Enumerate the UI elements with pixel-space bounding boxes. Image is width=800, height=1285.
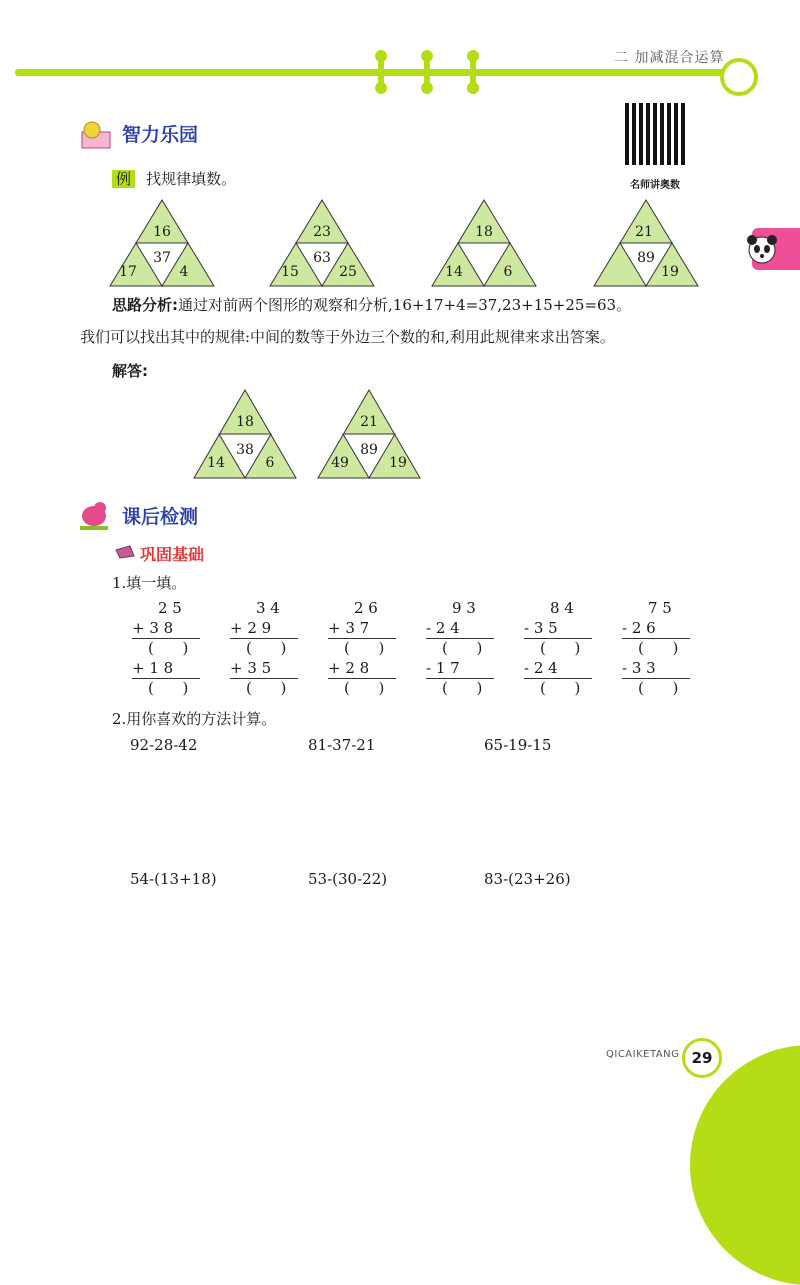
calc-operand: 2 5 <box>158 599 182 617</box>
qr-code-icon[interactable] <box>625 103 687 165</box>
brand-label: QICAIKETANG <box>606 1049 680 1060</box>
example-text: 找规律填数。 <box>146 170 237 188</box>
expression: 83-(23+26) <box>484 870 571 888</box>
calc-operator-line: + 3 8 <box>132 618 200 639</box>
calc-operand: 3 4 <box>256 599 280 617</box>
answer-blank[interactable]: ( ) <box>148 639 189 657</box>
expression: 92-28-42 <box>130 736 198 754</box>
answer-blank[interactable]: ( ) <box>442 639 483 657</box>
question-1: 1.填一填。 <box>112 574 187 592</box>
answer-label: 解答: <box>112 362 148 380</box>
triangle-left-number: 14 <box>207 455 225 471</box>
analysis-line-1 <box>112 294 631 315</box>
answer-blank[interactable]: ( ) <box>246 679 287 697</box>
expression: 54-(13+18) <box>130 870 217 888</box>
triangle-top-number: 23 <box>313 224 331 240</box>
triangle-left-number: 17 <box>119 264 137 280</box>
triangle-figure <box>268 198 376 288</box>
calc-operator-line: - 3 3 <box>622 658 690 679</box>
chapter-title: 二 加减混合运算 <box>614 50 725 66</box>
triangle-top-number: 18 <box>236 414 254 430</box>
answer-triangle <box>316 388 422 480</box>
triangle-top-number: 21 <box>635 224 653 240</box>
book-icon <box>78 118 114 152</box>
calc-operator-line: + 2 9 <box>230 618 298 639</box>
triangle-figure <box>592 198 700 288</box>
calc-operator-line: + 3 7 <box>328 618 396 639</box>
answer-blank[interactable]: ( ) <box>148 679 189 697</box>
binder-pin <box>470 52 476 92</box>
analysis-label: 思路分析: <box>112 296 178 314</box>
calc-operand: 9 3 <box>452 599 476 617</box>
answer-blank[interactable]: ( ) <box>246 639 287 657</box>
binder-pin <box>378 52 384 92</box>
triangle-figure <box>108 198 216 288</box>
bird-icon <box>76 496 112 532</box>
triangle-left-number: 49 <box>331 455 349 471</box>
calc-operator-line: - 3 5 <box>524 618 592 639</box>
answer-triangle <box>192 388 298 480</box>
vertical-calc <box>326 598 402 698</box>
triangle-top-number: 21 <box>360 414 378 430</box>
vertical-calc <box>620 598 696 698</box>
triangle-left-number: 15 <box>281 264 299 280</box>
binder-pin <box>424 52 430 92</box>
answer-blank[interactable]: ( ) <box>540 679 581 697</box>
triangle-middle-number: 38 <box>236 442 254 458</box>
section-title-check: 课后检测 <box>122 506 199 528</box>
section-title-fun: 智力乐园 <box>122 124 199 146</box>
calc-operator-line: + 1 8 <box>132 658 200 679</box>
triangle-right-number: 25 <box>339 264 357 280</box>
triangle-right-number: 6 <box>265 455 275 471</box>
corner-decoration <box>690 1045 800 1285</box>
answer-blank[interactable]: ( ) <box>638 679 679 697</box>
triangle-left-number: 14 <box>445 264 463 280</box>
calc-operator-line: - 2 4 <box>524 658 592 679</box>
sub-title: 巩固基础 <box>140 545 205 564</box>
answer-blank[interactable]: ( ) <box>638 639 679 657</box>
page-number: 29 <box>682 1038 722 1078</box>
answer-blank[interactable]: ( ) <box>540 639 581 657</box>
calc-operator-line: - 2 6 <box>622 618 690 639</box>
triangle-right-number: 19 <box>389 455 407 471</box>
expression: 65-19-15 <box>484 736 552 754</box>
vertical-calc <box>228 598 304 698</box>
calc-operator-line: + 3 5 <box>230 658 298 679</box>
mascot-icon <box>720 58 758 96</box>
vertical-calc <box>130 598 206 698</box>
expression: 53-(30-22) <box>308 870 388 888</box>
analysis-text: 通过对前两个图形的观察和分析,16+17+4=37,23+15+25=63。 <box>178 296 632 314</box>
calc-operand: 8 4 <box>550 599 574 617</box>
vertical-calc <box>424 598 500 698</box>
triangle-middle-number: 37 <box>153 250 171 266</box>
calc-operator-line: + 2 8 <box>328 658 396 679</box>
qr-caption: 名师讲奥数 <box>630 180 680 191</box>
panda-tab-icon <box>752 228 800 270</box>
example-line <box>112 168 236 189</box>
triangle-right-number: 6 <box>503 264 513 280</box>
calc-operator-line: - 2 4 <box>426 618 494 639</box>
answer-blank[interactable]: ( ) <box>344 679 385 697</box>
triangle-top-number: 16 <box>153 224 171 240</box>
answer-blank[interactable]: ( ) <box>344 639 385 657</box>
triangle-figure <box>430 198 538 288</box>
answer-blank[interactable]: ( ) <box>442 679 483 697</box>
pencil-icon <box>114 544 136 560</box>
triangle-top-number: 18 <box>475 224 493 240</box>
question-2: 2.用你喜欢的方法计算。 <box>112 710 277 728</box>
vertical-calc <box>522 598 598 698</box>
expression: 81-37-21 <box>308 736 376 754</box>
example-tag: 例 <box>112 170 135 188</box>
triangle-middle-number: 63 <box>313 250 331 266</box>
calc-operand: 2 6 <box>354 599 378 617</box>
triangle-right-number: 19 <box>661 264 679 280</box>
triangle-right-number: 4 <box>179 264 189 280</box>
triangle-middle-number: 89 <box>360 442 378 458</box>
calc-operator-line: - 1 7 <box>426 658 494 679</box>
analysis-line-2: 我们可以找出其中的规律:中间的数等于外边三个数的和,利用此规律来求出答案。 <box>80 328 615 346</box>
calc-operand: 7 5 <box>648 599 672 617</box>
triangle-middle-number: 89 <box>637 250 655 266</box>
